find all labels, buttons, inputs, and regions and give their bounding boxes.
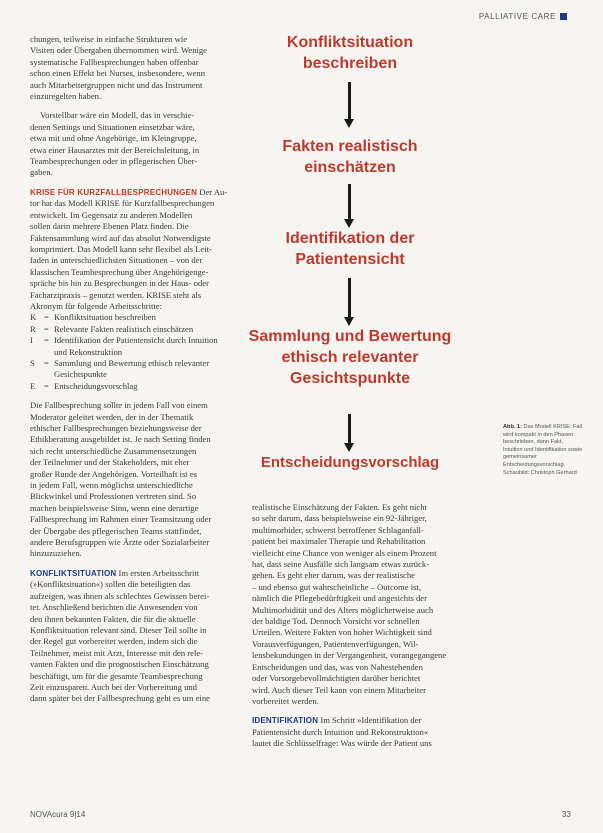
text-line: (»Konfliktsituation«) sollen die beteiligten das [30, 579, 191, 590]
krise-list [30, 312, 236, 392]
text-line: gaben. [30, 167, 53, 178]
text-line: Vorstellbar wäre ein Modell, das in verschie- [40, 110, 195, 121]
krise-line-0: Der Au- [199, 186, 228, 197]
ident-line-0: Im Schritt »Identifikation der [320, 715, 422, 726]
krise-section [30, 187, 236, 392]
text-line: oder Vorsorgebevollmächtigten darüber berichtet [252, 673, 421, 684]
text-line: Entscheidungen und das, was von Nahestehenden [252, 661, 423, 672]
text-line: klassischen Teambesprechung über Angehörigenge- [30, 266, 209, 277]
text-line: Konfliktsituation relevant sind. Dieser Teil sollte in [30, 624, 207, 635]
text-line: vorbereitet werden. [252, 695, 319, 706]
text-line: Patientensicht durch Intuition und Rekonstruktion« [252, 726, 429, 737]
list-bullet: = [44, 312, 49, 323]
list-bullet: = [44, 335, 49, 346]
text-line: realistische Einschätzung der Fakten. Es geht nicht [252, 502, 427, 512]
list-item-text: Identifikation der Patientensicht durch Intuition [54, 335, 218, 346]
text-line: Faktensammlung wird auf das absolut Notwendigste [30, 232, 211, 243]
list-bullet: = [44, 323, 49, 334]
text-line: nämlich die Pflegebedürftigkeit und angesichts der [252, 593, 427, 604]
arrow-down-icon [348, 414, 351, 444]
list-item-letter: I [30, 335, 33, 346]
left-paragraph-1 [30, 34, 236, 102]
section-square-icon [560, 13, 567, 20]
list-item-text: und Rekonstruktion [54, 346, 123, 357]
section-title: PALLIATIVE CARE [478, 12, 556, 21]
text-line: großer Runde der Angehörigen. Vorteilhaft ist es [30, 468, 197, 479]
list-item-text: Relevante Fakten realistisch einschätzen [54, 323, 194, 334]
flow-step-3: Identifikation der Patientensicht [285, 230, 415, 268]
section-header [479, 12, 567, 21]
footer-page-number: 33 [562, 810, 571, 819]
text-line: komprimiert. Das Modell kann sehr flexibel als Leit- [30, 243, 212, 254]
list-bullet [44, 347, 54, 358]
list-bullet [44, 369, 54, 380]
text-line: in jedem Fall, wenn möglichst unterschiedliche [30, 480, 193, 491]
text-line: vielleicht eine Chance von weniger als einem Prozent [252, 547, 437, 558]
list-item-letter [30, 369, 44, 380]
text-line: lensbekundungen in der Vergangenheit, vorangegangene [252, 650, 447, 661]
list-item [30, 324, 236, 335]
arrow-down-icon [348, 278, 351, 318]
konflikt-heading: KONFLIKTSITUATION [30, 568, 117, 578]
text-line: sollen darin mehrere Ebenen Platz finden. Die [30, 221, 189, 232]
list-item-letter [30, 347, 44, 358]
text-line: Teilnehmer, meist mit Arzt, Interesse mit den rele- [30, 647, 204, 658]
list-item-letter: S [30, 357, 35, 368]
left-paragraph-2 [30, 110, 236, 178]
caption-text: Das Modell KRISE: Fall wird kompakt in den Phasen beschrieben, dann Fakt, Intuition und Identifikation sowie gemeinsamer Entscheidungsvorschlag. Schaubild: Christoph Gerhard [503, 424, 583, 476]
text-line: Vorausverfügungen, Patientenverfügungen, Wil- [252, 638, 419, 649]
text-line: entwickelt. Im Gegensatz zu anderen Modellen [30, 209, 193, 220]
list-item-text: Gesichtspunkte [54, 369, 107, 380]
text-line: beschäftigt, um für die gesamte Teambesprechung [30, 670, 203, 681]
list-item-text: Entscheidungsvorschlag [54, 380, 138, 391]
right-column [252, 502, 460, 750]
text-line: hat, dass seine Ausfälle sich langsam etwas zurück- [252, 559, 430, 570]
flow-step-4: Sammlung und Bewertung ethisch relevanter Gesichtspunkte [248, 328, 452, 387]
text-line: sich recht unterschiedliche Zusammensetzungen [30, 445, 197, 456]
text-line: vanten Fakten und die prognostischen Einschätzung [30, 659, 209, 670]
left-paragraph-3 [30, 400, 236, 560]
text-line: der Teilnehmer und der Stakeholders, mit eher [30, 457, 190, 468]
text-line: Die Fallbesprechung sollte in jedem Fall von einem [30, 400, 208, 411]
konflikt-section [30, 568, 236, 705]
text-line: Teambesprechungen oder in pflegerischen Über- [30, 156, 198, 167]
right-paragraph-1 [252, 502, 460, 707]
text-line: spräche bis hin zu Besprechungen in der Haus- oder [30, 278, 209, 289]
list-item-letter: R [30, 323, 36, 334]
konflikt-line-0: Im ersten Arbeitsschritt [118, 567, 200, 578]
list-item [30, 312, 236, 323]
text-line: schon einen Effekt bei Nurses, insbesondere, wenn [30, 68, 206, 79]
list-item-text: Konfliktsituation beschreiben [54, 312, 156, 323]
text-line: Visiten oder Übergaben übernommen wird. Wenige [30, 45, 207, 56]
text-line: lautet die Schlüsselfrage: Was würde der Patient uns [252, 738, 432, 749]
text-line: der Übergabe des pflegerischen Teams stattfindet, [30, 525, 202, 536]
ident-heading: IDENTIFIKATION [252, 716, 319, 726]
list-bullet: = [44, 357, 49, 368]
list-item [30, 347, 236, 358]
text-line: auch Mitarbeitergruppen nicht und das Instrument [30, 79, 203, 90]
left-column [30, 34, 236, 705]
text-line: den ihnen bekannten Fakten, die für die aktuelle [30, 613, 196, 624]
text-line: Facharztpraxis – genutzt werden. KRISE steht als [30, 289, 202, 300]
list-item [30, 381, 236, 392]
text-line: einzuregelten haben. [30, 91, 102, 102]
flow-step-2: Fakten realistisch einschätzen [282, 138, 418, 176]
text-line: wird. Auch dieser Teil kann von einem Mitarbeiter [252, 684, 426, 695]
text-line: der baldige Tod. Dennoch Vorsicht vor schnellen [252, 616, 420, 627]
text-line: systematische Fallbesprechungen haben offenbar [30, 56, 199, 67]
list-item [30, 369, 236, 380]
list-item-text: Sammlung und Bewertung ethisch relevanter [54, 357, 210, 368]
text-line: Multimorbidität und des Alters möglicherweise auch [252, 604, 434, 615]
text-line: tet. Anschließend berichten die Anwesenden von [30, 602, 198, 613]
text-line: faden in unterschiedlichsten Situationen – von der [30, 255, 203, 266]
text-line: hinzuzuziehen. [30, 548, 82, 559]
list-item-letter: E [30, 380, 36, 391]
krise-heading: KRISE FÜR KURZFALLBESPRECHUNGEN [30, 187, 198, 197]
text-line: – und ebenso gut wahrscheinliche – Outcome ist, [252, 581, 421, 592]
list-item-letter: K [30, 312, 37, 323]
text-line: der Regel gut vorbereitet werden, indem sich die [30, 636, 198, 647]
flow-step-1: Konfliktsituation beschreiben [286, 34, 414, 72]
arrow-down-icon [348, 184, 351, 220]
text-line: Moderator geleitet werden, der in der Thematik [30, 411, 194, 422]
figure-caption [503, 424, 583, 477]
text-line: denen Settings und Situationen einsetzbar wäre, [30, 121, 195, 132]
text-line: dann später bei der Fallbesprechung geht es um eine [30, 693, 210, 704]
list-item [30, 358, 236, 369]
flow-step-5: Entscheidungsvorschlag [260, 454, 440, 471]
caption-label: Abb. 1: [503, 424, 522, 430]
text-line: etwa mit und ohne Angehörige, im Kleingruppe, [30, 133, 197, 144]
krise-flow-diagram [240, 32, 460, 482]
arrow-down-icon [348, 82, 351, 120]
text-line: tor hat das Modell KRISE für Kurzfallbesprechungen [30, 198, 215, 209]
list-item [30, 335, 236, 346]
text-line: Blickwinkel und Professionen vertreten sind. So [30, 491, 197, 502]
text-line: Ethikberatung ausgebildet ist. Je nach Setting finden [30, 434, 211, 445]
text-line: patient bei maximaler Therapie und Rehabilitation [252, 536, 426, 547]
text-line: Urteilen. Weitere Fakten von hoher Wichtigkeit sind [252, 627, 432, 638]
text-line: gehen. Es geht eher darum, was der realistische [252, 570, 415, 581]
text-line: chungen, teilweise in einfache Strukturen wie [30, 34, 188, 44]
text-line: multimorbider, schwerst betroffener Schlaganfall- [252, 524, 424, 535]
text-line: etwa einer Hausarztes mit der Bereichsleitung, in [30, 144, 200, 155]
text-line: machen beispielsweise Sinn, wenn eine derartige [30, 502, 199, 513]
text-line: Akronym für folgende Arbeitsschritte: [30, 300, 162, 311]
text-line: Fallbesprechung im Rahmen einer Teamsitzung oder [30, 514, 212, 525]
footer-magazine: NOVAcura 9|14 [30, 810, 86, 819]
text-line: ethischer Fallbesprechungen beziehungsweise der [30, 423, 202, 433]
text-line: so sehr darum, dass beispielsweise ein 92-Jähriger, [252, 513, 427, 524]
ident-section [252, 715, 460, 749]
text-line: Zeit einzusparen. Auch bei der Vorbereitung und [30, 681, 197, 692]
text-line: aufzeigen, was ihnen als schlechtes Gewissen berei- [30, 590, 210, 601]
list-bullet: = [44, 380, 49, 391]
text-line: andere Berufsgruppen wie Ärzte oder Sozialarbeiter [30, 537, 210, 548]
